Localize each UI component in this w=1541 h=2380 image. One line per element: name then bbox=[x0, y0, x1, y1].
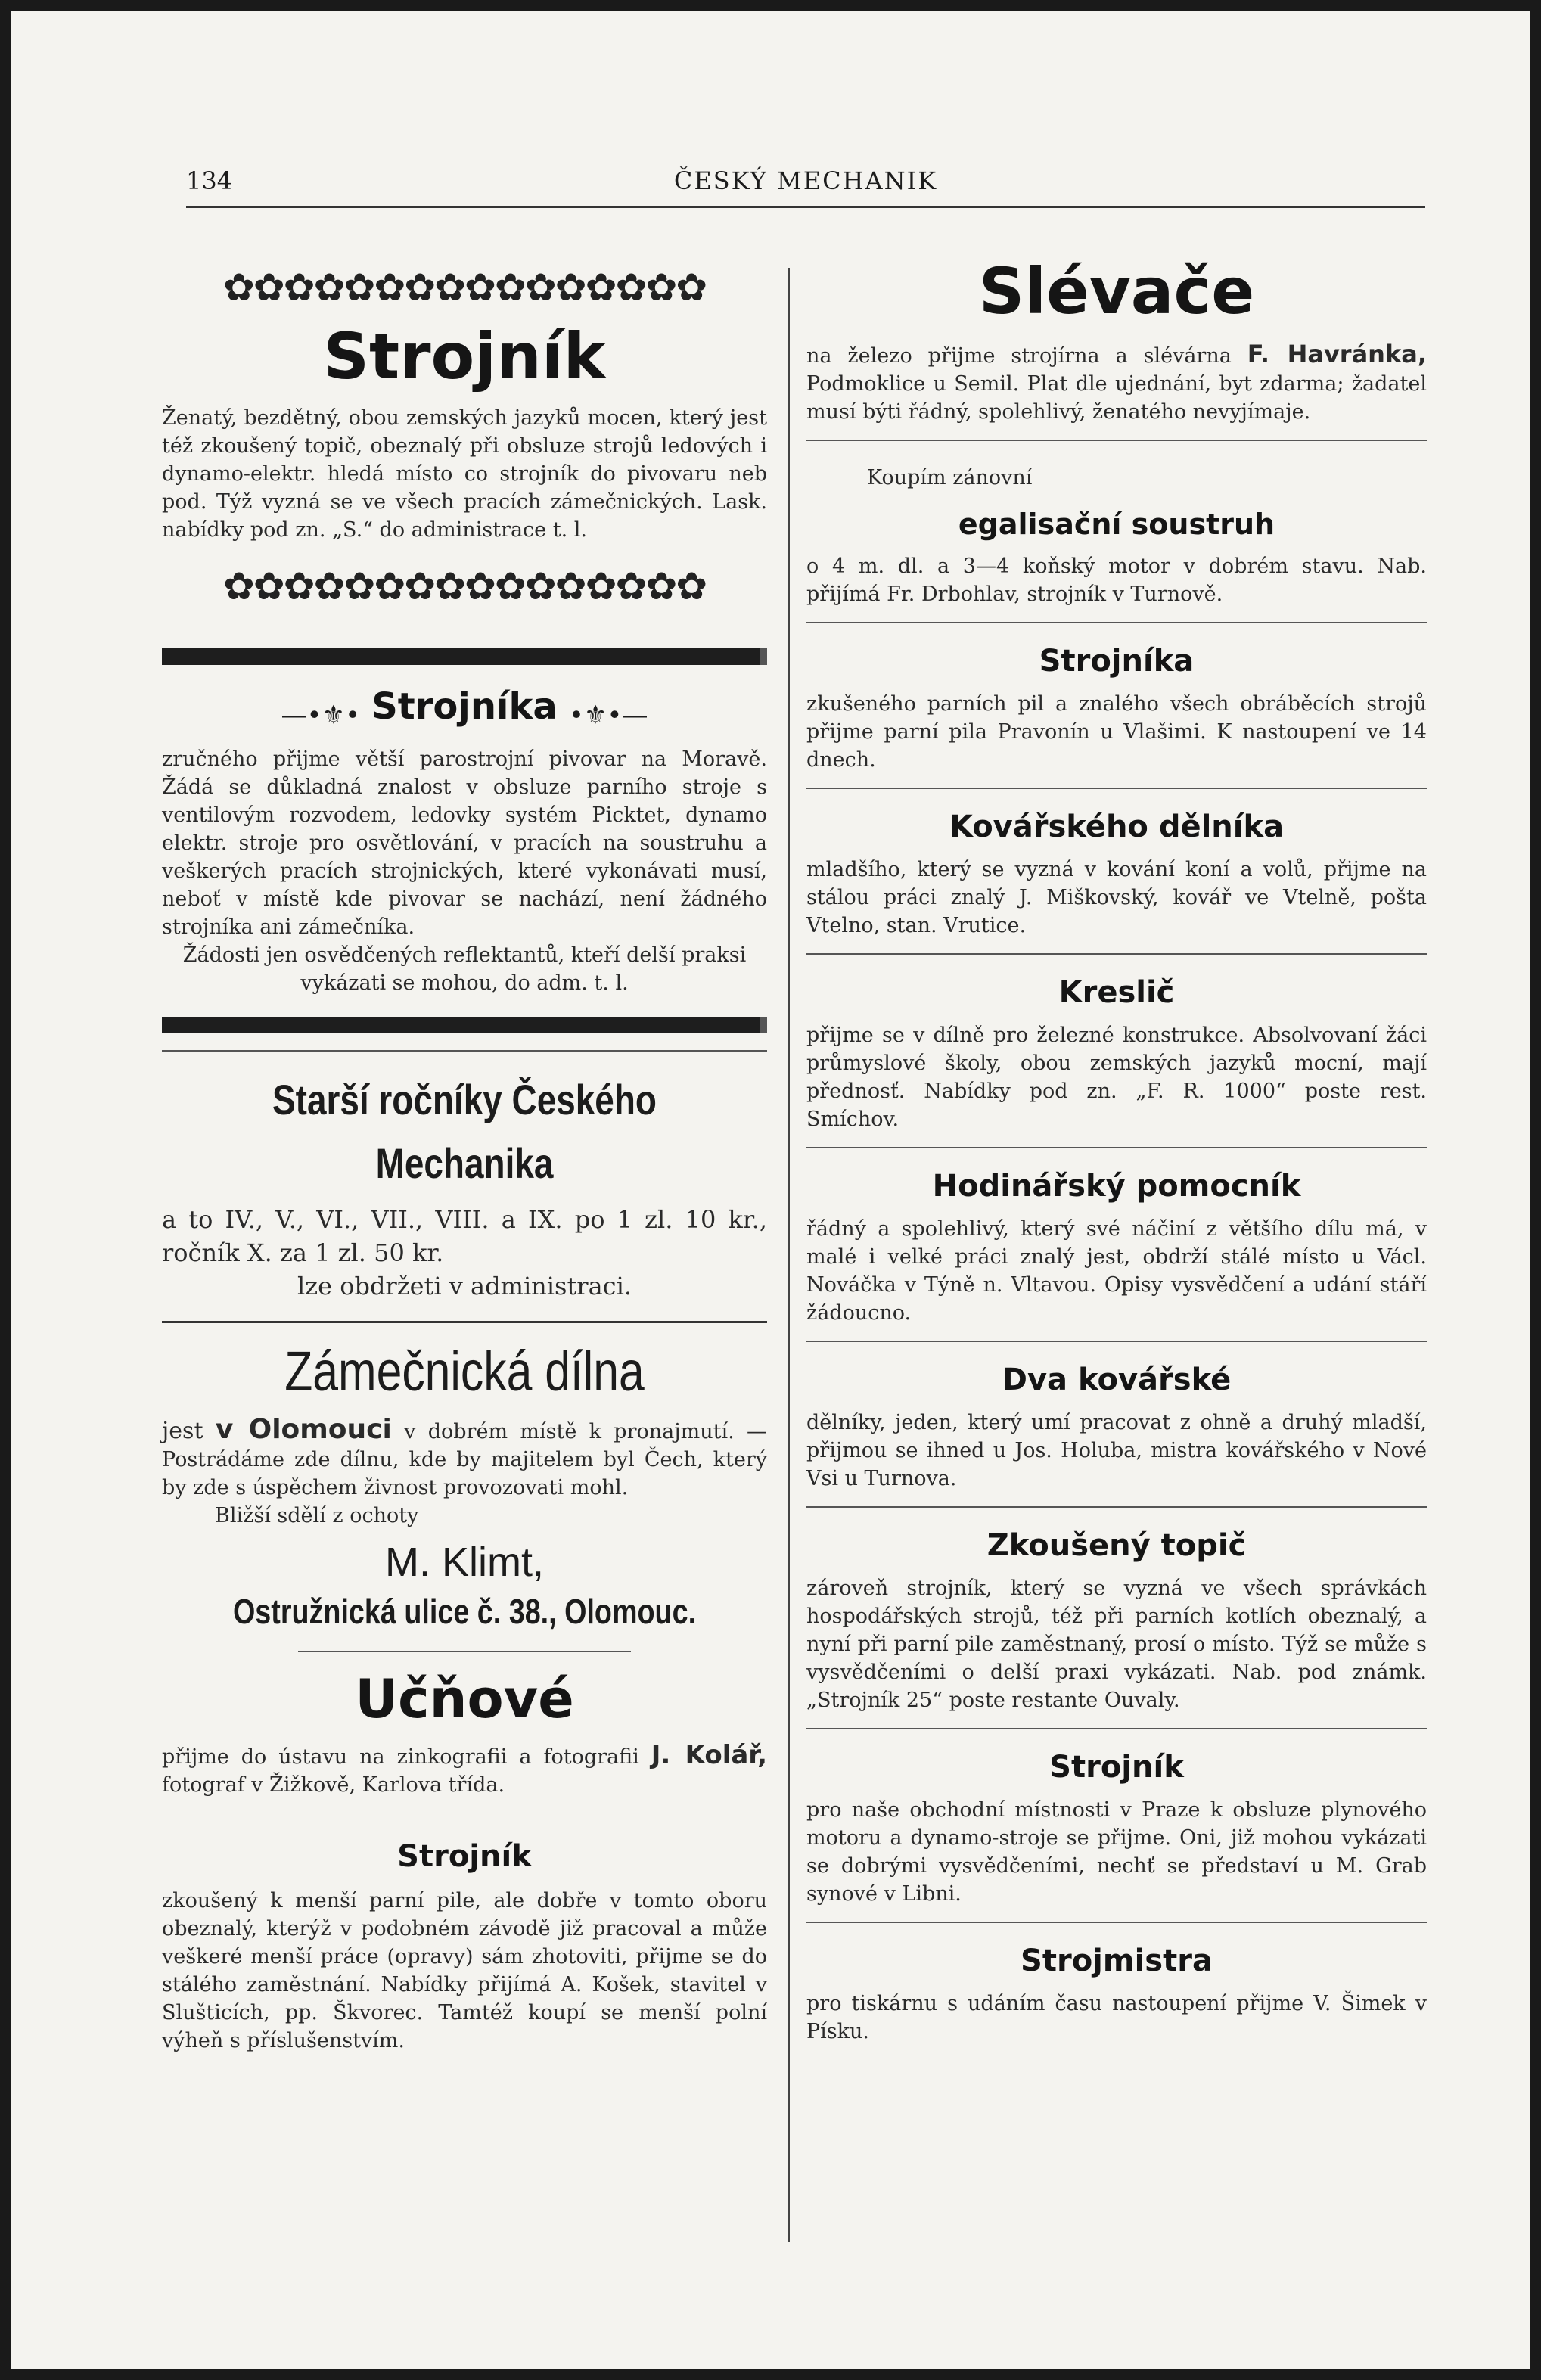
rule bbox=[162, 1050, 767, 1052]
page-header bbox=[186, 166, 1425, 200]
decoration-left: —•⚜• bbox=[281, 700, 361, 731]
ad-title: Kreslič bbox=[1058, 975, 1175, 1010]
ad-text: pro naše obchodní místnosti v Praze k obsluze plynového motoru a dynamo-stroje se přijme. Oni, již mohou vykázati se dobrými vysvědčeními, nechť se představí u M. Grab synové v Libni. bbox=[806, 1798, 1427, 1906]
ad-name: M. Klimt, bbox=[385, 1540, 544, 1585]
left-column bbox=[162, 230, 767, 2055]
right-column bbox=[806, 230, 1427, 2046]
ad-text: Ženatý, bezdětný, obou zemských jazyků mocen, který jest též zkoušený topič, obeznalý při obsluze strojů ledových i dynamo-elektr. hledá místo co strojník do pivovaru neb pod. Týž vyzná se ve všech pracích zámečnických. Lask. nabídky pod zn. „S.“ do administrace t. l. bbox=[162, 406, 767, 542]
ad-text-lead: přijme do ústavu na zinkografii a fotografii bbox=[162, 1745, 639, 1769]
rule bbox=[806, 1728, 1427, 1729]
ad-intro: Koupím zánovní bbox=[867, 466, 1033, 489]
ad-name: J. Kolář, bbox=[651, 1740, 767, 1770]
ad-text-lead: na železo přijme strojírna a slévárna bbox=[806, 344, 1232, 368]
rule bbox=[806, 1922, 1427, 1923]
ad-text: Bližší sdělí z ochoty bbox=[215, 1504, 419, 1527]
ad-title: Strojníka bbox=[371, 685, 558, 728]
column-divider bbox=[788, 268, 790, 2242]
ad-title: Hodinářský pomocník bbox=[932, 1169, 1301, 1204]
black-bar bbox=[162, 1017, 767, 1033]
rule bbox=[806, 953, 1427, 955]
rule bbox=[806, 1506, 1427, 1508]
ad-title: Dva kovářské bbox=[1002, 1362, 1232, 1397]
ad-title: Zkoušený topič bbox=[986, 1528, 1247, 1563]
ad-text: přijme se v dílně pro železné konstrukce. Absolvovaní žáci průmyslové školy, obou zemských jazyků mocní, mají přednosť. Nabídky pod zn. „F. R. 1000“ poste rest. Smíchov. bbox=[806, 1024, 1427, 1131]
ad-text: mladšího, který se vyzná v kování koní a volů, přijme na stálou práci znalý J. Miškovský, kovář ve Vtelně, pošta Vtelno, stan. Vrutice. bbox=[806, 858, 1427, 937]
ad-text: řádný a spolehlivý, který své náčiní z většího dílu má, v malé i velké práci znalý jest, obdrží stálé místo u Václ. Nováčka v Týně n. Vltavou. Opisy vysvědčení a udání stáří žádoucno. bbox=[806, 1217, 1427, 1325]
ad-text-rest: Podmoklice u Semil. Plat dle ujednání, byt zdarma; žadatel musí býti řádný, spolehlivý, ženatého nevyjímaje. bbox=[806, 372, 1427, 424]
ad-text: zároveň strojník, který se vyzná ve všech správkách hospodářských strojů, též při parních kotlích obeznalý, a nyní při parní pile zaměstnaný, prosí o místo. Týž se může s vysvědčeními o delší praxi vykázati. Nab. pod známk. „Strojník 25“ poste restante Ouvaly. bbox=[806, 1577, 1427, 1712]
journal-title: ČESKÝ MECHANIK bbox=[673, 166, 938, 195]
ad-title: Starší ročníky Českého Mechanika bbox=[272, 1076, 657, 1187]
ad-name: F. Havránka, bbox=[1247, 340, 1427, 368]
ad-title: Strojník bbox=[397, 1839, 532, 1874]
rule bbox=[806, 440, 1427, 441]
header-rule bbox=[186, 206, 1425, 210]
ad-text: pro tiskárnu s udáním času nastoupení přijme V. Šimek v Písku. bbox=[806, 1992, 1427, 2043]
ad-title: Učňové bbox=[355, 1668, 574, 1730]
ad-text: zručného přijme větší parostrojní pivovar na Moravě. Žádá se důkladná znalost v obsluze parního stroje s ventilovým rozvodem, ledovky systém Picktet, dynamo elektr. stroje pro osvětlování, v pracích na soustruhu a veškerých pracích strojnických, které vykonávati musí, neboť v místě kde pivovar se nachází, není žádného strojníka ani zámečníka. bbox=[162, 747, 767, 939]
page-number: 134 bbox=[186, 166, 233, 195]
ad-text: o 4 m. dl. a 3—4 koňský motor v dobrém stavu. Nab. přijímá Fr. Drbohlav, strojník v Turnově. bbox=[806, 555, 1427, 606]
ad-title: Zámečnická dílna bbox=[284, 1340, 645, 1403]
ad-title: Strojník bbox=[323, 319, 606, 393]
rule bbox=[806, 1341, 1427, 1342]
ad-title: Slévače bbox=[978, 254, 1255, 328]
ad-title: Kovářského dělníka bbox=[949, 809, 1285, 844]
ad-text: a to IV., V., VI., VII., VIII. a IX. po 1 zl. 10 kr., ročník X. za 1 zl. 50 kr. bbox=[162, 1205, 767, 1267]
ornament-border: ✿✿✿✿✿✿✿✿✿✿✿✿✿✿✿✿ bbox=[222, 564, 707, 608]
ad-title: Strojníka bbox=[1039, 644, 1195, 679]
page bbox=[11, 11, 1530, 2369]
rule bbox=[162, 1321, 767, 1323]
ad-text bbox=[162, 1415, 767, 1502]
rule bbox=[806, 788, 1427, 789]
rule bbox=[298, 1651, 631, 1652]
ad-text-rest: fotograf v Žižkově, Karlova třída. bbox=[162, 1773, 505, 1797]
ad-text: zkoušený k menší parní pile, ale dobře v tomto oboru obeznalý, kterýž v podobném závodě již pracoval a může veškeré menší práce (opravy) sám zhotoviti, přijme se do stálého zaměstnání. Nabídky přijímá A. Košek, stavitel v Slušticích, pp. Škvorec. Tamtéž koupí se menší polní výheň s příslušenstvím. bbox=[162, 1889, 767, 2052]
ad-address: Ostružnická ulice č. 38., Olomouc. bbox=[232, 1592, 697, 1631]
black-bar bbox=[162, 648, 767, 665]
ad-text bbox=[806, 340, 1427, 426]
ad-place: v Olomouci bbox=[215, 1414, 392, 1445]
ad-text bbox=[162, 1742, 767, 1799]
ad-heading bbox=[162, 682, 767, 732]
ad-text-rest: v dobrém místě k pronajmutí. — Postrádáme zde dílnu, kde by majitelem byl Čech, který by zde s úspěchem živnost provozovati mohl. bbox=[162, 1420, 767, 1499]
rule bbox=[806, 1147, 1427, 1148]
ad-text: dělníky, jeden, který umí pracovat z ohně a druhý mladší, přijmou se ihned u Jos. Holuba, mistra kovářského v Nové Vsi u Turnova. bbox=[806, 1411, 1427, 1490]
ad-title: egalisační soustruh bbox=[958, 508, 1275, 541]
ad-title: Strojmistra bbox=[1021, 1943, 1213, 1978]
ad-title: Strojník bbox=[1049, 1750, 1184, 1785]
ornament-border: ✿✿✿✿✿✿✿✿✿✿✿✿✿✿✿✿ bbox=[222, 266, 707, 309]
rule bbox=[806, 622, 1427, 623]
ad-text: zkušeného parních pil a znalého všech obráběcích strojů přijme parní pila Pravonín u Vlašimi. K nastoupení ve 14 dnech. bbox=[806, 692, 1427, 772]
decoration-right: •⚜•— bbox=[568, 700, 648, 731]
ad-text: lze obdržeti v administraci. bbox=[297, 1272, 632, 1300]
ad-text-lead: jest bbox=[162, 1418, 203, 1444]
ad-text: Žádosti jen osvědčených reflektantů, kteří delší praksi vykázati se mohou, do adm. t. l. bbox=[182, 943, 747, 995]
